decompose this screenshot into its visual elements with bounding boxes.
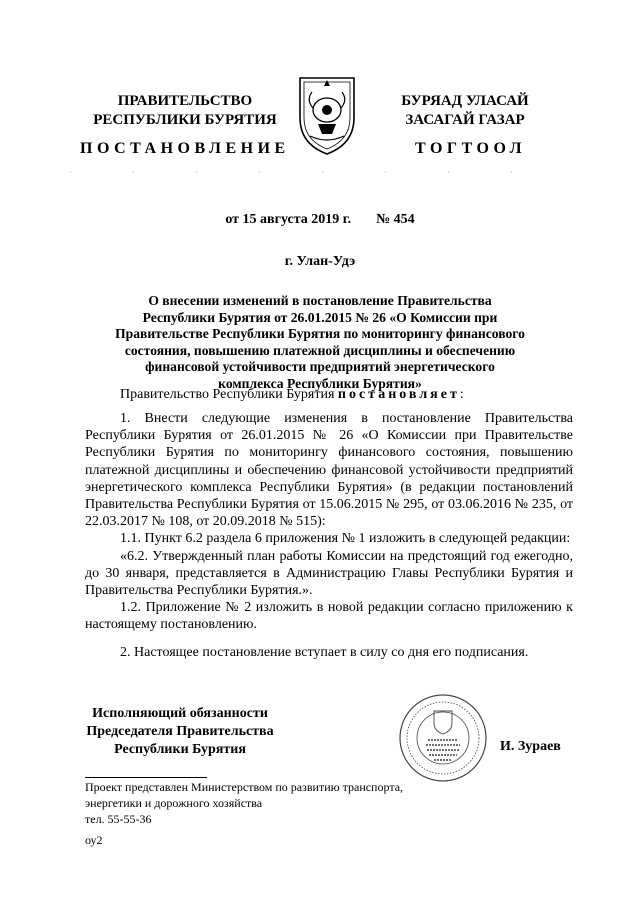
paragraph-2: 2. Настоящее постановление вступает в силу со дня его подписания. [120, 644, 529, 660]
footer-line2: энергетики и дорожного хозяйства [85, 796, 263, 810]
header-right-line2: ЗАСАГАЙ ГАЗАР [405, 112, 525, 128]
signatory-name: И. Зураев [500, 739, 561, 754]
footer-note [85, 779, 485, 827]
header-left-line1: ПРАВИТЕЛЬСТВО [117, 93, 253, 109]
title-right: ТОГТООЛ [415, 140, 527, 157]
subject-line: Правительстве Республики Бурятия по мониторингу финансового [115, 326, 525, 341]
signatory-line1: Исполняющий обязанности [92, 706, 268, 721]
signatory-line3: Республики Бурятия [114, 742, 246, 757]
preamble [85, 386, 573, 403]
title-left: ПОСТАНОВЛЕНИЕ [80, 140, 290, 157]
document-body [85, 410, 573, 661]
footer-code: оу2 [85, 833, 103, 847]
preamble-text: Правительство Республики Бурятия [120, 387, 335, 402]
header-left [90, 92, 280, 130]
subject-line: комплекса Республики Бурятия» [218, 375, 422, 391]
signatory-title [80, 705, 280, 759]
document-date-line [0, 212, 640, 228]
paragraph-1-1: 1.1. Пункт 6.2 раздела 6 приложения № 1 изложить в следующей редакции: [120, 531, 571, 547]
document-city: г. Улан-Удэ [284, 254, 356, 269]
paragraph-1-2: 1.2. Приложение № 2 изложить в новой редакции согласно приложению к настоящему постановлению. [85, 600, 573, 633]
preamble-colon: : [459, 387, 464, 402]
document-date: от 15 августа 2019 г. [225, 212, 352, 227]
coat-of-arms-icon [292, 72, 362, 158]
header-divider [70, 171, 570, 173]
document-number: № 454 [376, 212, 415, 227]
header-left-line2: РЕСПУБЛИКИ БУРЯТИЯ [93, 112, 277, 128]
header-right-line1: БУРЯАД УЛАСАЙ [401, 93, 529, 109]
signatory-line2: Председателя Правительства [86, 724, 274, 739]
footer-divider [85, 777, 207, 778]
document-subject [100, 293, 540, 392]
footer-line1: Проект представлен Министерством по развитию транспорта, [85, 780, 404, 794]
subject-line: О внесении изменений в постановление Правительства [148, 293, 492, 308]
paragraph-1: 1. Внести следующие изменения в постановление Правительства Республики Бурятия от 26.01.2015 № 26 «О Комиссии при Правительстве Республики Бурятия по мониторингу финансового состояния, повышению платежной дисциплины и обеспечению финансовой устойчивости предприятий энергетического комплекса Республики Бурятия» (в редакции постановлений Правительства Республики Бурятия от 15.06.2015 № 295, от 03.06.2016 № 235, от 22.03.2017 № 108, от 20.09.2018 № 515): [85, 411, 573, 530]
subject-line: Республики Бурятия от 26.01.2015 № 26 «О Комиссии при [142, 309, 498, 325]
paragraph-1-1-quote: «6.2. Утвержденный план работы Комиссии на предстоящий год ежегодно, до 30 января, представляется в Администрацию Главы Республики Бурятия и Правительства Республики Бурятия.». [85, 548, 573, 599]
footer-phone: тел. 55-55-36 [85, 812, 152, 826]
official-seal-icon [398, 693, 488, 783]
preamble-verb: постановляет [337, 387, 460, 402]
subject-line: финансовой устойчивости предприятий энергетического [145, 359, 495, 374]
header-right [380, 92, 550, 130]
subject-line: состояния, повышению платежной дисциплины и обеспечению [124, 342, 516, 358]
